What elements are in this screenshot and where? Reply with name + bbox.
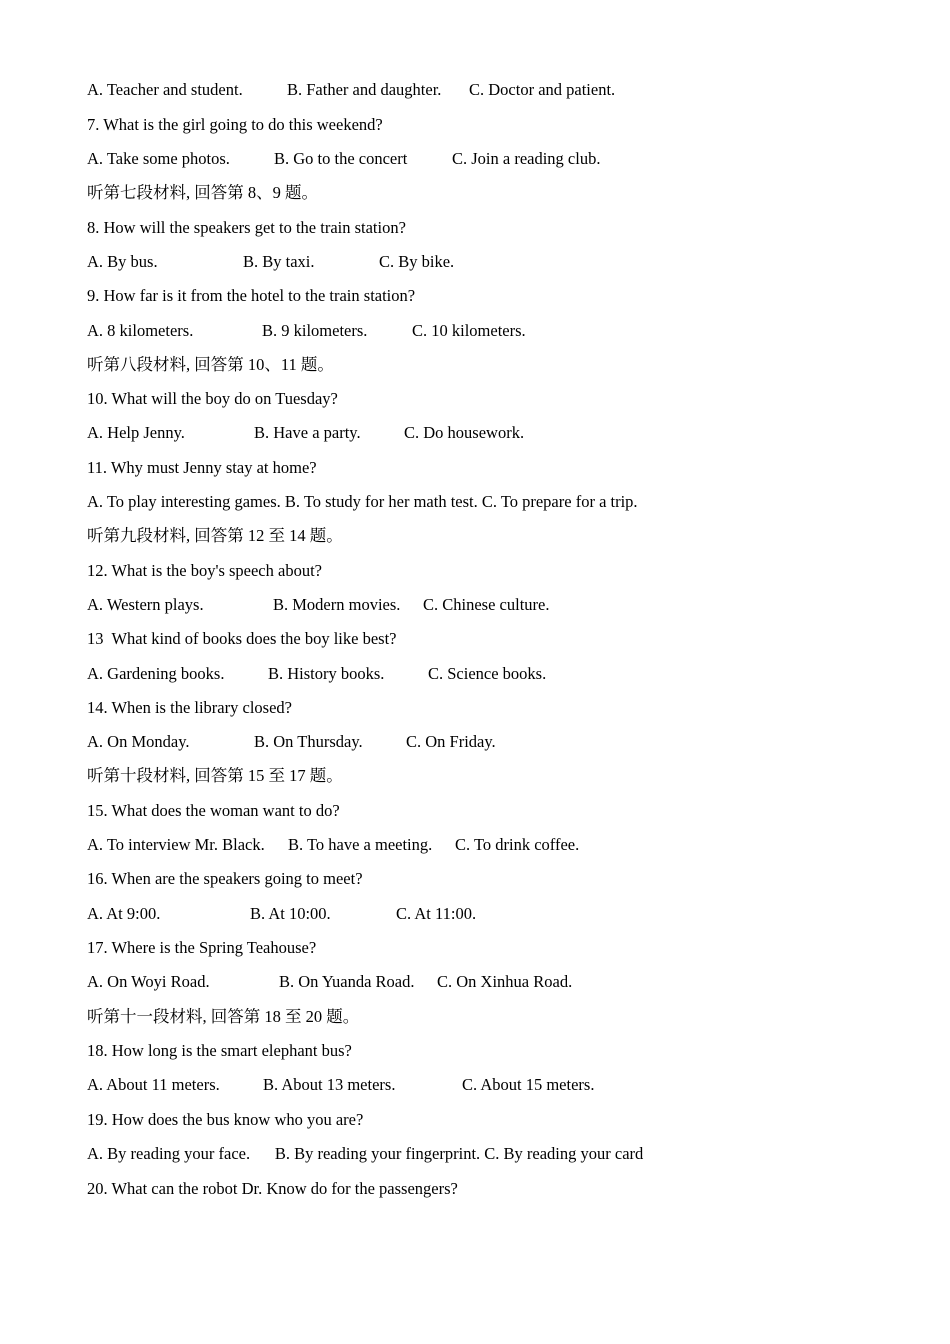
- answer-option-b: B. On Thursday.: [254, 732, 363, 751]
- question-text: 19. How does the bus know who you are?: [87, 1110, 364, 1129]
- question-text: 7. What is the girl going to do this weekend?: [87, 115, 383, 134]
- answer-option-b: B. 9 kilometers.: [262, 321, 368, 340]
- answer-options-line: A. To play interesting games. B. To study for her math test. C. To prepare for a trip.: [87, 492, 638, 511]
- section-instruction: 听第七段材料, 回答第 8、9 题。: [87, 183, 318, 202]
- answer-option-a: A. Teacher and student.: [87, 80, 243, 99]
- answer-option-b: B. At 10:00.: [250, 904, 331, 923]
- question-text: 20. What can the robot Dr. Know do for the passengers?: [87, 1179, 458, 1198]
- answer-option-c: C. Chinese culture.: [423, 595, 550, 614]
- answer-option-a: A. At 9:00.: [87, 904, 161, 923]
- answer-option-c: C. To drink coffee.: [455, 835, 580, 854]
- answer-option-a: A. About 11 meters.: [87, 1075, 220, 1094]
- question-text: 8. How will the speakers get to the train station?: [87, 218, 406, 237]
- question-text: 18. How long is the smart elephant bus?: [87, 1041, 352, 1060]
- question-text: 10. What will the boy do on Tuesday?: [87, 389, 338, 408]
- question-text: 13 What kind of books does the boy like best?: [87, 629, 397, 648]
- answer-option-a: A. On Monday.: [87, 732, 190, 751]
- answer-option-b: B. History books.: [268, 664, 385, 683]
- answer-option-c: C. About 15 meters.: [462, 1075, 595, 1094]
- question-text: 9. How far is it from the hotel to the train station?: [87, 286, 416, 305]
- answer-option-b: B. About 13 meters.: [263, 1075, 396, 1094]
- answer-option-a: A. Take some photos.: [87, 149, 230, 168]
- answer-option-c: C. By bike.: [379, 252, 455, 271]
- answer-option-a: A. By bus.: [87, 252, 158, 271]
- question-text: 12. What is the boy's speech about?: [87, 561, 322, 580]
- answer-option-b: B. Have a party.: [254, 423, 361, 442]
- answer-option-b: B. To have a meeting.: [288, 835, 433, 854]
- answer-option-c: C. Doctor and patient.: [469, 80, 616, 99]
- answer-option-b: B. Go to the concert: [274, 149, 408, 168]
- answer-options-line: A. By reading your face. B. By reading your fingerprint. C. By reading your card: [87, 1144, 644, 1163]
- answer-option-a: A. Gardening books.: [87, 664, 225, 683]
- answer-option-a: A. To interview Mr. Black.: [87, 835, 265, 854]
- answer-option-c: C. 10 kilometers.: [412, 321, 526, 340]
- answer-option-b: B. By taxi.: [243, 252, 315, 271]
- section-instruction: 听第九段材料, 回答第 12 至 14 题。: [87, 526, 343, 545]
- answer-option-b: B. On Yuanda Road.: [279, 972, 415, 991]
- section-instruction: 听第八段材料, 回答第 10、11 题。: [87, 355, 334, 374]
- answer-option-c: C. Science books.: [428, 664, 547, 683]
- answer-option-a: A. Help Jenny.: [87, 423, 185, 442]
- answer-option-b: B. Father and daughter.: [287, 80, 442, 99]
- question-text: 17. Where is the Spring Teahouse?: [87, 938, 317, 957]
- answer-option-b: B. Modern movies.: [273, 595, 401, 614]
- question-text: 14. When is the library closed?: [87, 698, 292, 717]
- answer-option-c: C. At 11:00.: [396, 904, 477, 923]
- answer-option-a: A. 8 kilometers.: [87, 321, 194, 340]
- answer-option-c: C. Do housework.: [404, 423, 525, 442]
- answer-option-c: C. Join a reading club.: [452, 149, 601, 168]
- answer-option-a: A. On Woyi Road.: [87, 972, 210, 991]
- answer-option-c: C. On Xinhua Road.: [437, 972, 573, 991]
- question-text: 11. Why must Jenny stay at home?: [87, 458, 317, 477]
- section-instruction: 听第十一段材料, 回答第 18 至 20 题。: [87, 1007, 360, 1026]
- answer-option-a: A. Western plays.: [87, 595, 204, 614]
- question-text: 15. What does the woman want to do?: [87, 801, 340, 820]
- question-text: 16. When are the speakers going to meet?: [87, 869, 363, 888]
- section-instruction: 听第十段材料, 回答第 15 至 17 题。: [87, 766, 343, 785]
- answer-option-c: C. On Friday.: [406, 732, 496, 751]
